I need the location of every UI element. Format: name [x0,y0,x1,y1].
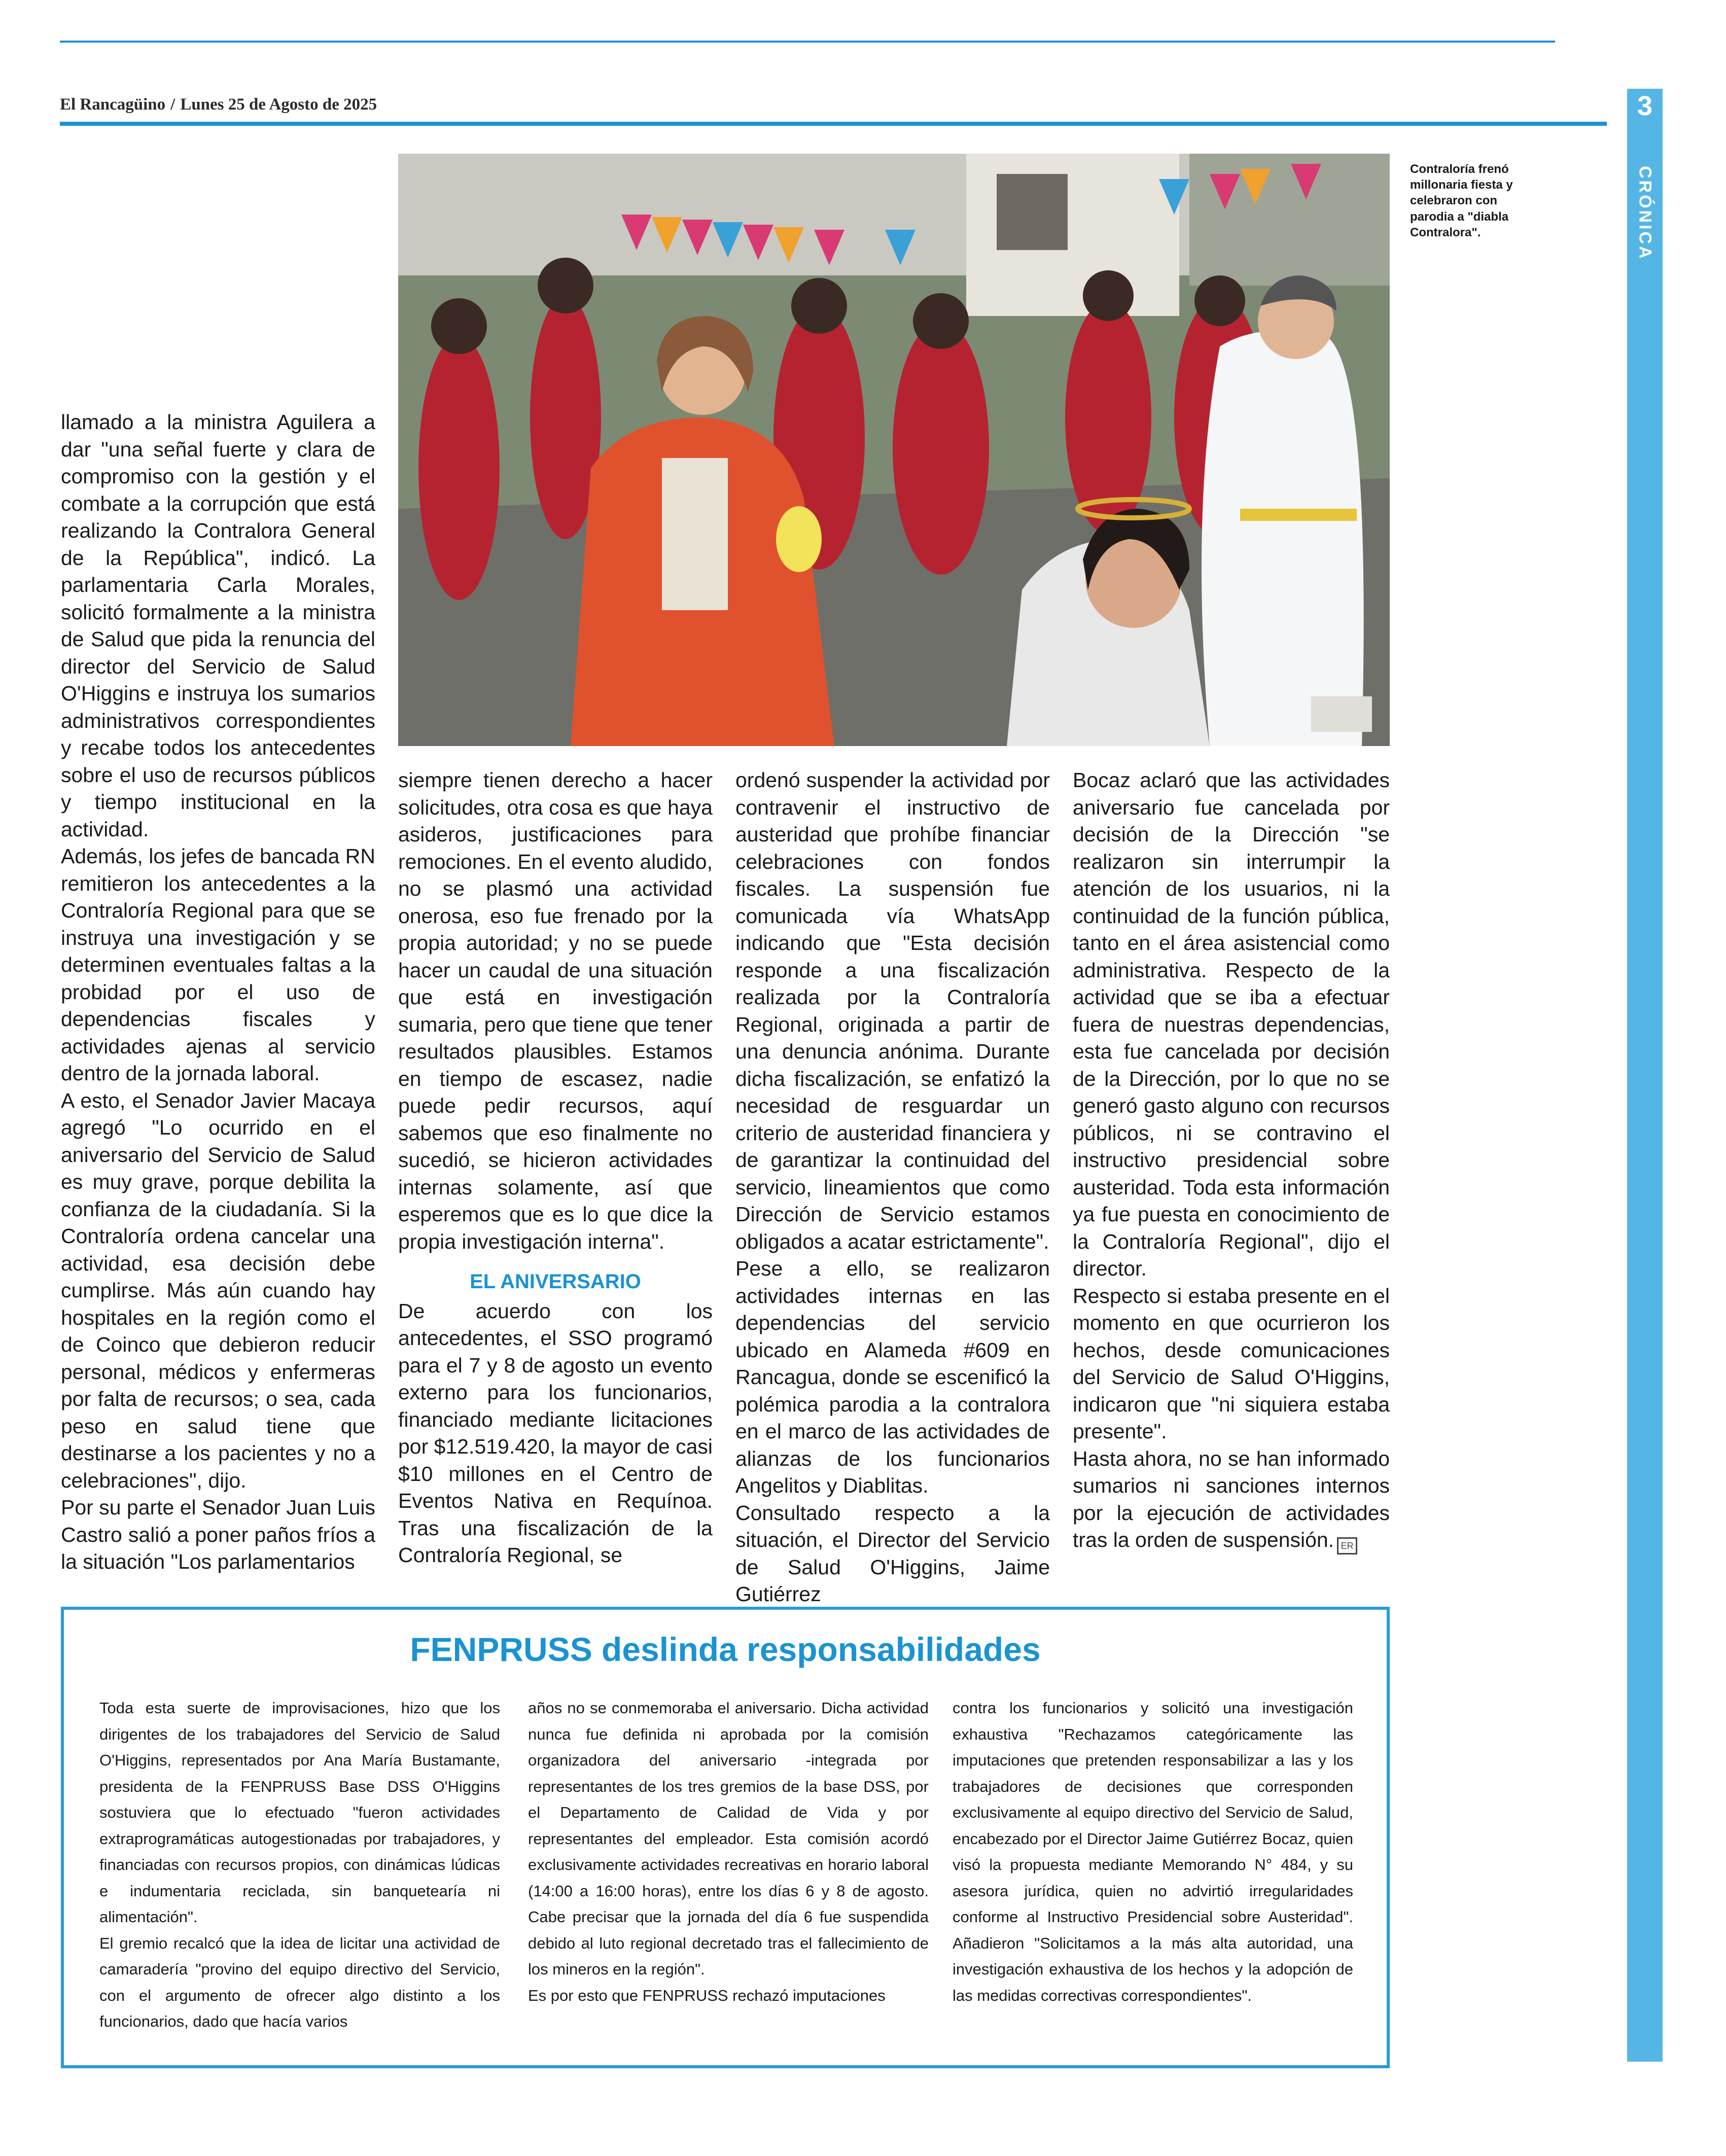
article-photo [398,154,1390,746]
paragraph: Consultado respecto a la situación, el Director del Servicio de Salud O'Higgins, Jaime Gutiérrez [735,1501,1050,1606]
paragraph: A esto, el Senador Javier Macaya agregó "Lo ocurrido en el aniversario del Servicio de Salud es muy grave, porque debilita la confianza de la ciudadanía. Si la Contraloría ordena cancelar una actividad, esa decisión debe cumplirse. Más aún cuando hay hospitales en la región como el de Coinco que debieron reducir personal, médicos y enfermeras por falta de recursos; o sea, cada peso en salud tiene que destinarse a los pacientes y no a celebraciones", dijo. [61,1088,375,1492]
photo-illustration [398,154,1390,746]
box-column-1 [99,1695,500,2035]
end-of-article-icon: ER [1337,1537,1357,1554]
paragraph: Por su parte el Senador Juan Luis Castro salió a poner paños fríos a la situación "Los parlamentarios [61,1496,375,1573]
paragraph: Toda esta suerte de improvisaciones, hizo que los dirigentes de los trabajadores del Servicio de Salud O'Higgins, representados por Ana María Bustamante, presidenta de la FENPRUSS Base DSS O'Higgins sostuviera que lo efectuado "fueron actividades extraprogramáticas autogestionadas por trabajadores, y financiadas con recursos propios, con dinámicas lúdicas e indumentaria reciclada, sin banquetearía ni alimentación". [99,1699,500,1926]
issue-date: Lunes 25 de Agosto de 2025 [180,95,377,114]
paragraph [1073,1445,1390,1555]
paragraph: ordenó suspender la actividad por contravenir el instructivo de austeridad que prohíbe financiar celebraciones con fondos fiscales. La suspensión fue comunicada vía WhatsApp indicando que "Esta decisión responde a una fiscalización realizada por la Contraloría Regional, originada a partir de una denuncia anónima. Durante dicha fiscalización, se enfatizó la necesidad de resguardar un criterio de austeridad financiera y de garantizar la continuidad del servicio, lineamientos que como Dirección de Servicio estamos obligados a acatar estrictamente". [735,768,1050,1253]
page-header [60,95,382,114]
paragraph: Respecto si estaba presente en el momento en que ocurrieron los hechos, desde comunicaciones del Servicio de Salud O'Higgins, indicaron que "ni siquiera estaba presente". [1073,1284,1390,1443]
paragraph: Bocaz aclaró que las actividades aniversario fue cancelada por decisión de la Dirección "se realizaron sin interrumpir la atención de los usuarios, ni la continuidad de la función pública, tanto en el área asistencial como administrativa. Respecto de la actividad que se iba a efectuar fuera de nuestras dependencias, esta fue cancelada por decisión de la Dirección, por lo que no se generó gasto alguno con recursos públicos, ni se contravino el instructivo presidencial sobre austeridad. Toda esta información ya fue puesta en conocimiento de la Contraloría Regional", dijo el director. [1073,768,1390,1280]
paragraph: El gremio recalcó que la idea de licitar una actividad de camaradería "provino del equipo directivo del Servicio, con el argumento de ofrecer algo distinto a los funcionarios, dado que hacía varios [99,1934,500,2030]
newspaper-name: El Rancagüino [60,95,166,114]
section-subhead: EL ANIVERSARIO [470,1270,641,1293]
article-column-4 [1073,767,1390,1554]
top-rule [60,41,1555,43]
sidebar-box [61,1607,1390,2068]
closing-text: Hasta ahora, no se han informado sumarios ni sanciones internos por la ejecución de actividades tras la orden de suspensión. [1073,1446,1390,1551]
section-tab [1627,89,1663,2062]
section-label: CRÓNICA [1635,165,1655,261]
paragraph: años no se conmemoraba el aniversario. Dicha actividad nunca fue definida ni aprobada por la comisión organizadora del aniversario -integrada por representantes de los tres gremios de la base DSS, por el Departamento de Calidad de Vida y por representantes del empleador. Esta comisión acordó exclusivamente actividades recreativas en horario laboral (14:00 a 16:00 horas), entre los días 6 y 8 de agosto. Cabe precisar que la jornada del día 6 fue suspendida debido al luto regional decretado tras el fallecimiento de los mineros en la región". [528,1699,929,1978]
page-number: 3 [1637,91,1653,121]
header-rule [60,122,1607,126]
box-title: FENPRUSS deslinda responsabilidades [410,1631,1041,1668]
article-column-3 [735,767,1050,1608]
paragraph: Además, los jefes de bancada RN remitieron los antecedentes a la Contraloría Regional para que se instruya una investigación y se determinen eventuales faltas a la probidad por el uso de dependencias fiscales y actividades ajenas al servicio dentro de la jornada laboral. [61,844,375,1085]
header-separator: / [170,95,175,114]
article-column-2 [398,767,713,1569]
article-column-1 [61,409,375,1576]
box-column-3 [953,1695,1353,2008]
paragraph: Pese a ello, se realizaron actividades internas en las dependencias del servicio ubicado en Alameda #609 en Rancagua, donde se escenificó la polémica parodia a la contralora en el marco de las actividades de alianzas de los funcionarios Angelitos y Diablitas. [735,1257,1050,1497]
paragraph: contra los funcionarios y solicitó una investigación exhaustiva "Rechazamos categóricamente las imputaciones que pretenden responsabilizar a las y los trabajadores de decisiones que corresponden exclusivamente al equipo directivo del Servicio de Salud, encabezado por el Director Jaime Gutiérrez Bocaz, quien visó la propuesta mediante Memorando N° 484, y su asesora jurídica, quien no advirtió irregularidades conforme al Instructivo Presidencial sobre Austeridad". Añadieron "Solicitamos a la más alta autoridad, una investigación exhaustiva de los hechos y la adopción de las medidas correctivas correspondientes". [953,1699,1353,2004]
photo-caption: Contraloría frenó millonaria fiesta y celebraron con parodia a "diabla Contralora". [1410,162,1513,239]
paragraph: Es por esto que FENPRUSS rechazó imputaciones [528,1986,886,2004]
box-column-2 [528,1695,929,2008]
paragraph: siempre tienen derecho a hacer solicitudes, otra cosa es que haya asideros, justificaciones para remociones. En el evento aludido, no se plasmó una actividad onerosa, eso fue frenado por la propia autoridad; y no se puede hacer un caudal de una situación que está en investigación sumaria, pero que tiene que tener resultados plausibles. Estamos en tiempo de escasez, nadie puede pedir recursos, aquí sabemos que eso finalmente no sucedió, se hicieron actividades internas solamente, así que esperemos que es lo que dice la propia investigación interna". [398,768,713,1253]
paragraph: De acuerdo con los antecedentes, el SSO programó para el 7 y 8 de agosto un evento externo para los funcionarios, financiado mediante licitaciones por $12.519.420, la mayor de casi $10 millones en el Centro de Eventos Nativa en Requínoa. Tras una fiscalización de la Contraloría Regional, se [398,1299,713,1567]
paragraph: llamado a la ministra Aguilera a dar "una señal fuerte y clara de compromiso con la gestión y el combate a la corrupción que está realizando la Contralora General de la República", indicó. La parlamentaria Carla Morales, solicitó formalmente a la ministra de Salud que pida la renuncia del director del Servicio de Salud O'Higgins e instruya los sumarios administrativos correspondientes y recabe todos los antecedentes sobre el uso de recursos públicos y tiempo institucional en la actividad. [61,410,375,841]
